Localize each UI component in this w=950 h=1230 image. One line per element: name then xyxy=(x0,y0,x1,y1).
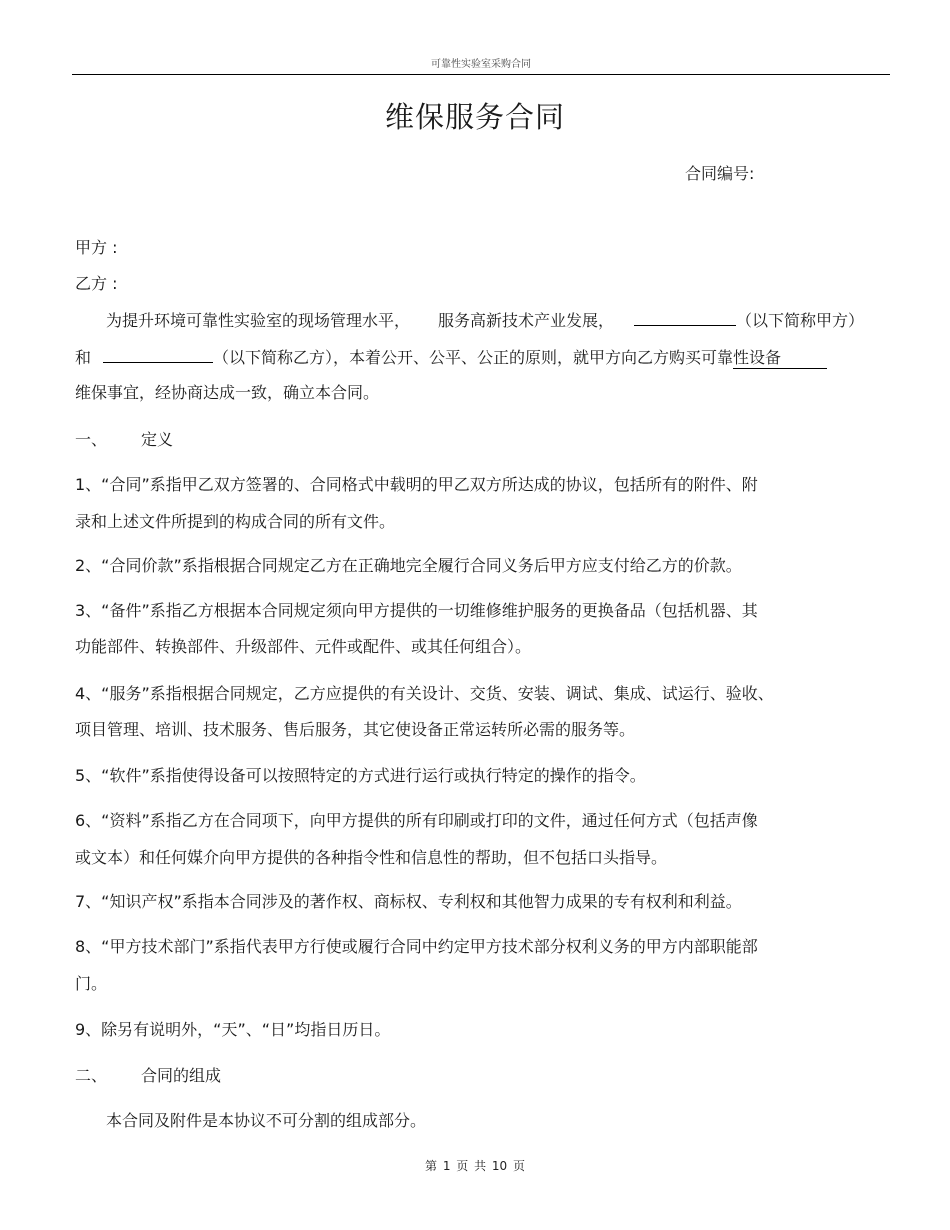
definition-1b: 录和上述文件所提到的构成合同的所有文件。 xyxy=(75,512,396,531)
section-heading-1 xyxy=(75,427,173,450)
definition-4b: 项目管理、培训、技术服务、售后服务，其它使设备正常运转所必需的服务等。 xyxy=(75,720,636,739)
intro-text: 和 xyxy=(75,348,92,367)
intro-line-1 xyxy=(106,308,864,331)
intro-text: 服务高新技术产业发展， xyxy=(438,311,615,330)
equipment-underlined: 性设备 xyxy=(733,345,827,369)
definition-9: 9、除另有说明外，“天”、“日”均指日历日。 xyxy=(75,1020,391,1039)
running-header: 可靠性实验室采购合同 xyxy=(431,59,531,70)
definition-1a: 1、“合同”系指甲乙双方签署的、合同格式中载明的甲乙双方所达成的协议，包括所有的附件、附 xyxy=(75,475,758,494)
definition-5: 5、“软件”系指使得设备可以按照特定的方式进行运行或执行特定的操作的指令。 xyxy=(75,766,646,785)
document-title: 维保服务合同 xyxy=(384,100,565,134)
intro-line-3: 维保事宜，经协商达成一致，确立本合同。 xyxy=(75,383,380,402)
definition-6b: 或文本）和任何媒介向甲方提供的各种指令性和信息性的帮助，但不包括口头指导。 xyxy=(75,848,668,867)
party-a-blank xyxy=(634,311,736,326)
definition-4a: 4、“服务”系指根据合同规定，乙方应提供的有关设计、交货、安装、调试、集成、试运行、验收、 xyxy=(75,684,774,703)
definition-3b: 功能部件、转换部件、升级部件、元件或配件、或其任何组合）。 xyxy=(75,637,532,656)
definition-8b: 门。 xyxy=(75,974,108,993)
definition-3a: 3、“备件”系指乙方根据本合同规定须向甲方提供的一切维修维护服务的更换备品（包括机器、其 xyxy=(75,601,758,620)
party-a-label: 甲方 : xyxy=(75,238,118,257)
section-title: 定义 xyxy=(141,430,174,449)
party-b-label: 乙方 : xyxy=(75,274,118,293)
section-heading-2 xyxy=(75,1063,221,1086)
intro-line-2 xyxy=(75,345,827,369)
definition-8a: 8、“甲方技术部门”系指代表甲方行使或履行合同中约定甲方技术部分权利义务的甲方内部职能部 xyxy=(75,937,758,956)
party-b-blank xyxy=(103,348,213,363)
intro-text: （以下简称乙方），本着公开、公平、公正的原则，就甲方向乙方购买可靠 xyxy=(213,348,734,367)
section-number: 二、 xyxy=(75,1066,108,1085)
intro-text: 为提升环境可靠性实验室的现场管理水平， xyxy=(106,311,411,330)
section-title: 合同的组成 xyxy=(141,1066,222,1085)
definition-7: 7、“知识产权”系指本合同涉及的著作权、商标权、专利权和其他智力成果的专有权利和利益。 xyxy=(75,892,742,911)
section-2-body: 本合同及附件是本协议不可分割的组成部分。 xyxy=(106,1111,427,1130)
contract-number-label: 合同编号: xyxy=(685,164,755,183)
section-number: 一、 xyxy=(75,430,108,449)
intro-text: （以下简称甲方） xyxy=(736,311,865,330)
page-footer: 第 1 页 共 10 页 xyxy=(425,1159,525,1173)
definition-6a: 6、“资料”系指乙方在合同项下，向甲方提供的所有印刷或打印的文件，通过任何方式（包括声像 xyxy=(75,811,758,830)
header-divider xyxy=(72,74,890,75)
definition-2: 2、“合同价款”系指根据合同规定乙方在正确地完全履行合同义务后甲方应支付给乙方的价款。 xyxy=(75,556,742,575)
